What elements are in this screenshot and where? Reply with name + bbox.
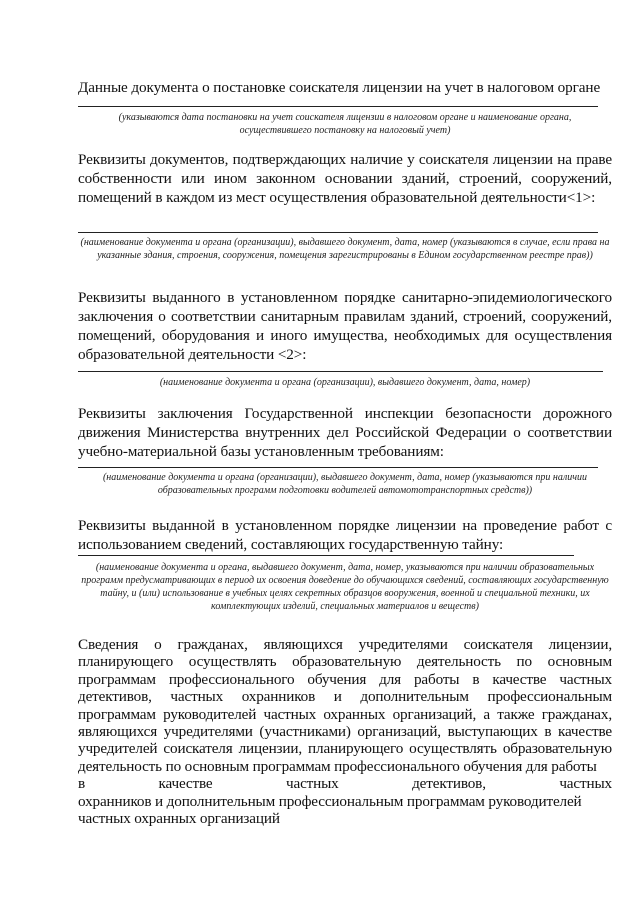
spread-word: качестве (158, 775, 213, 793)
spread-word: в (78, 775, 86, 793)
caption-sanitary-conclusion: (наименование документа и органа (организации), выдавшего документ, дата, номер) (159, 377, 531, 388)
fill-line (78, 371, 603, 372)
section-heading-sanitary-conclusion: Реквизиты выданного в установленном порядке санитарно-эпидемиологического заключения о соответствии санитарным правилам зданий, строений, сооружений, помещений, оборудования и иного имущества, необходимых для осуществления образовательной деятельности <2>: (78, 289, 612, 363)
fill-line (78, 106, 598, 107)
section-heading-traffic-inspection: Реквизиты заключения Государственной инспекции безопасности дорожного движения Министерства внутренних дел Российской Федерации о соответствии учебно-материальной базы установленным требованиям: (78, 405, 612, 460)
spread-word: детективов, (412, 775, 486, 793)
section-heading-property-documents: Реквизиты документов, подтверждающих наличие у соискателя лицензии на праве собственности или ином законном основании зданий, строений, сооружений, помещений в каждом из мест осуществления образовательной деятельности<1>: (78, 151, 612, 206)
section-heading-tax-registration: Данные документа о постановке соискателя лицензии на учет в налоговом органе (78, 79, 601, 96)
section-heading-state-secret-license: Реквизиты выданной в установленном порядке лицензии на проведение работ с использованием сведений, составляющих государственную тайну: (78, 517, 612, 553)
founders-paragraph-line: охранников и дополнительным профессиональным программам руководителей (78, 792, 582, 810)
fill-line (78, 467, 598, 468)
founders-paragraph-main: Сведения о гражданах, являющихся учредителями соискателя лицензии, планирующего осуществлять образовательную деятельность по основным программам профессионального обучения для работы в качестве частных детективов, частных охранников и дополнительным профессиональным программам руководителей частных охранных организаций, а также гражданах, являющихся учредителями (участниками) организаций, выступающих в качестве учредителей соискателя лицензии, планирующего осуществлять образовательную деятельность по основным программам профессионального обучения для работы (78, 636, 612, 775)
caption-traffic-inspection: (наименование документа и органа (организации), выдавшего документ, дата, номер (указываются при наличии образовательных программ подготовки водителей автомототранспортных средств)) (102, 472, 588, 496)
document-page (78, 0, 612, 905)
fill-line (78, 232, 598, 233)
founders-paragraph-line: частных охранных организаций (78, 810, 280, 828)
spread-word: частных (285, 775, 339, 793)
caption-property-documents: (наименование документа и органа (организации), выдавшего документ, дата, номер (указываются в случае, если права на указанные здания, строения, сооружения, помещения зарегистрированы в Едином государственном реестре прав)) (80, 237, 610, 261)
founders-paragraph-spread-line (78, 775, 612, 792)
caption-tax-registration: (указываются дата постановки на учет соискателя лицензии в налоговом органе и наименование органа, осуществившего постановку на налоговый учет) (118, 112, 572, 136)
founders-information-paragraph (78, 636, 612, 827)
fill-line (78, 555, 574, 556)
spread-word: частных (559, 775, 612, 793)
caption-state-secret-license: (наименование документа и органа, выдавшего документ, дата, номер, указываются при наличии образовательных программ предусматривающих в период их освоения доведение до обучающихся сведений, составляющих государственную тайну, и (или) использование в учебных целях секретных образцов вооружения, военной и специальной техники, их комплектующих изделий, специальных материалов и веществ) (81, 562, 609, 612)
